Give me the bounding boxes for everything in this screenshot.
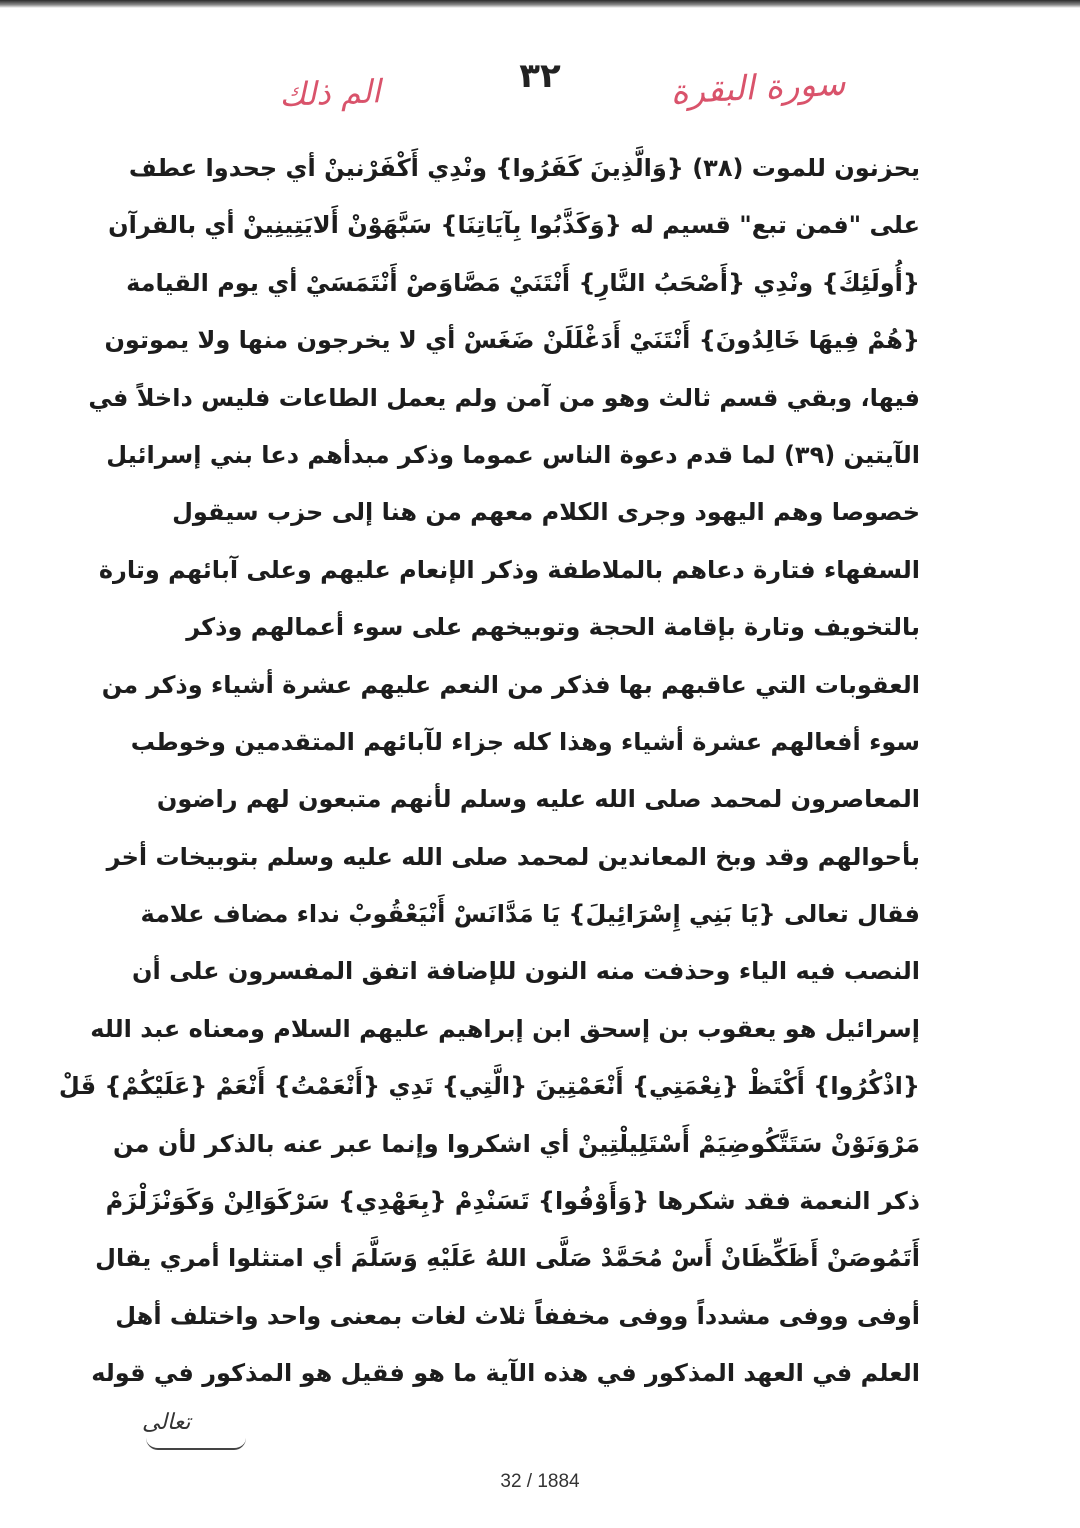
text-line-3: {أُولَئِكَ} ونْدِي {أَصْحَبُ النَّارِ} أَنْتَنَيْ مَصَّاوَصْ أَنْتَمَسَيْ أي يوم القيامة [126,268,920,297]
text-line-6: الآيتين (٣٩) لما قدم دعوة الناس عموما وذكر مبدأهم دعا بني إسرائيل [106,440,920,469]
text-line-18: مَرْوَنَوْنْ سَتَتَّكُوضِيَمْ أَسْتَلِيلْتِينْ أي اشكروا وإنما عبر عنه بالذكر لأن من [113,1129,920,1158]
text-line-22: العلم في العهد المذكور في هذه الآية ما هو فقيل هو المذكور في قوله [91,1359,920,1388]
text-line-16: إسرائيل هو يعقوب بن إسحق ابن إبراهيم عليهم السلام ومعناه عبد الله [90,1014,920,1043]
text-line-5: فيها، وبقي قسم ثالث وهو من آمن ولم يعمل الطاعات فليس داخلاً في [88,383,920,412]
text-line-21: أوفى ووفى مشدداً ووفى مخففاً ثلاث لغات بمعنى واحد واختلف أهل [115,1301,920,1330]
text-line-20: أَتَمُوصَنْ أَظَكِّظَانْ أَسْ مُحَمَّدْ صَلَّى اللهُ عَلَيْهِ وَسَلَّمَ أي امتثلوا أمري يقال [95,1244,920,1273]
text-line-1: يحزنون للموت (٣٨) {وَالَّذِينَ كَفَرُوا} ونْدِي أَكْفَرْنينْ أي جحدوا عطف [128,154,920,182]
page-number-heading: ٣٢ [519,56,561,96]
catchword-flourish [146,1438,246,1450]
part-name-heading: الم ذلك [278,72,382,114]
text-line-17: {اذْكُرُوا} أَكْتَظْ {نِعْمَتِي} أَنْعَمْتِينَ {الَّتِي} تَدِي {أَنْعَمْتُ} أَنْعَمْ {عَلَيْكُمْ} قَلْ [58,1072,920,1101]
text-line-2: على "فمن تبع" قسيم له {وَكَذَّبُوا بِآيَاتِنَا} سَبَّهَوْنْ أَلايَتِينِينْ أي بالقرآن [108,211,920,240]
text-line-13: بأحوالهم وقد وبخ المعاندين لمحمد صلى الله عليه وسلم بتوبيخات أخر [106,842,920,871]
text-line-15: النصب فيه الياء وحذفت منه النون للإضافة اتفق المفسرون على أن [132,957,920,986]
surah-name-heading: سورة البقرة [669,63,847,113]
text-line-4: {هُمْ فِيهَا خَالِدُونَ} أَنْتَنَيْ أَدَغْلَلَنْ ضَغَسْ أي لا يخرجون منها ولا يموتون [104,326,920,355]
text-line-12: المعاصرون لمحمد صلى الله عليه وسلم لأنهم متبعون لهم راضون [156,785,920,814]
text-line-9: بالتخويف وتارة بإقامة الحجة وتوبيخهم على سوء أعمالهم وذكر [186,613,920,642]
text-line-11: سوء أفعالهم عشرة أشياء وهذا كله جزاء لآبائهم المتقدمين وخوطب [130,727,920,756]
catchword: تعالى [142,1410,191,1435]
page-pagination: 32 / 1884 [500,1471,580,1492]
text-line-7: خصوصا وهم اليهود وجرى الكلام معهم من هنا إلى حزب سيقول [172,498,920,527]
text-line-14: فقال تعالى {يَا بَنِي إِسْرَائِيلَ} يَا مَدَّانَسْ أَنْيَعْقُوبْ نداء مضاف علامة [140,900,920,929]
text-line-8: السفهاء فتارة دعاهم بالملاطفة وذكر الإنعام عليهم وعلى آبائهم وتارة [98,555,920,584]
text-line-10: العقوبات التي عاقبهم بها فذكر من النعم عليهم عشرة أشياء وذكر من [101,670,920,699]
text-line-19: ذكر النعمة فقد شكرها {وَأَوْفُوا} تَسَنْدِمْ {بِعَهْدِي} سَرْكَوَالِنْ وَكَوَنْزَلْزَمْ [105,1187,920,1216]
body-text [58,140,920,1403]
